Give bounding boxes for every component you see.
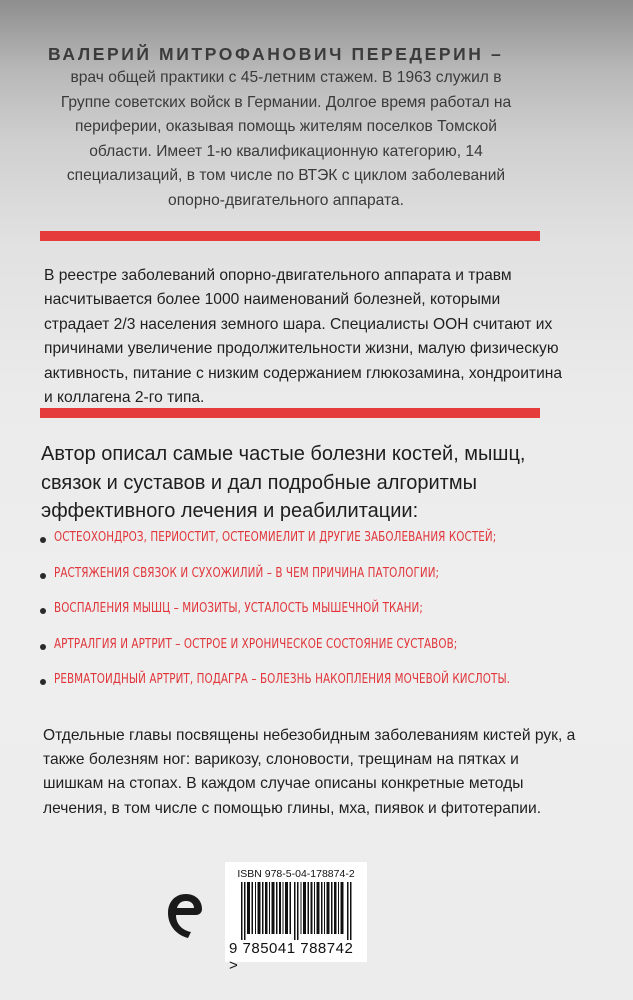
- list-item: [40, 635, 620, 671]
- list-item-text: АРТРАЛГИЯ И АРТРИТ – ОСТРОЕ И ХРОНИЧЕСКОЕ СОСТОЯНИЕ СУСТАВОВ;: [54, 636, 458, 652]
- list-item-text: РАСТЯЖЕНИЯ СВЯЗОК И СУХОЖИЛИЙ – В ЧЕМ ПРИЧИНА ПАТОЛОГИИ;: [54, 565, 440, 581]
- barcode-digits: 9 785041 788742 >: [229, 940, 354, 974]
- barcode-box: [225, 862, 367, 974]
- list-item-text: ОСТЕОХОНДРОЗ, ПЕРИОСТИТ, ОСТЕОМИЕЛИТ И ДРУГИЕ ЗАБОЛЕВАНИЯ КОСТЕЙ;: [54, 530, 497, 545]
- red-divider-top: [40, 231, 540, 241]
- list-item-text: ВОСПАЛЕНИЯ МЫШЦ – МИОЗИТЫ, УСТАЛОСТЬ МЫШЕЧНОЙ ТКАНИ;: [54, 601, 423, 616]
- barcode-icon: [241, 882, 353, 940]
- list-item-text: РЕВМАТОИДНЫЙ АРТРИТ, ПОДАГРА – БОЛЕЗНЬ НАКОПЛЕНИЯ МОЧЕВОЙ КИСЛОТЫ.: [54, 672, 511, 687]
- publisher-logo-icon: [166, 892, 206, 940]
- list-item: [40, 599, 620, 635]
- list-item: [40, 670, 620, 706]
- red-divider-bottom: [40, 408, 540, 418]
- lead-paragraph: Автор описал самые частые болезни костей, мышц, связок и суставов и дал подробные алгоритмы эффективного лечения и реабилитации:: [41, 443, 526, 522]
- isbn-text: ISBN 978-5-04-178874-2: [237, 868, 355, 880]
- bullet-dot-icon: [40, 573, 46, 579]
- bullet-dot-icon: [40, 537, 46, 543]
- closing-paragraph: Отдельные главы посвящены небезобидным заболеваниям кистей рук, а также болезням ног: варикозу, слоновости, трещинам на пятках и шишкам на стопах. В каждом случае описаны конкретные методы лечения, в том числе с помощью глины, мха, пиявок и фитотерапии.: [43, 727, 576, 817]
- intro-paragraph: В реестре заболеваний опорно-двигательного аппарата и травм насчитывается более 1000 наименований болезней, которыми страдает 2/3 населения земного шара. Специалисты ООН считают их причинами увеличение продолжительности жизни, малую физическую активность, питание с низким содержанием глюкозамина, хондроитина и коллагена 2-го типа.: [44, 267, 563, 407]
- bullet-dot-icon: [40, 608, 46, 614]
- disease-list: [40, 528, 620, 706]
- author-name: ВАЛЕРИЙ МИТРОФАНОВИЧ ПЕРЕДЕРИН –: [48, 44, 504, 64]
- bullet-dot-icon: [40, 679, 46, 685]
- author-bio: врач общей практики с 45-летним стажем. В 1963 служил в Группе советских войск в Германии. Долгое время работал на периферии, оказывая помощь жителям поселков Томской области. Имеет 1-ю квалификационную категорию, 14 специализаций, в том числе по ВТЭК с циклом заболеваний опорно-двигательного аппарата.: [60, 69, 512, 209]
- list-item: [40, 528, 620, 564]
- list-item: [40, 564, 620, 600]
- bullet-dot-icon: [40, 644, 46, 650]
